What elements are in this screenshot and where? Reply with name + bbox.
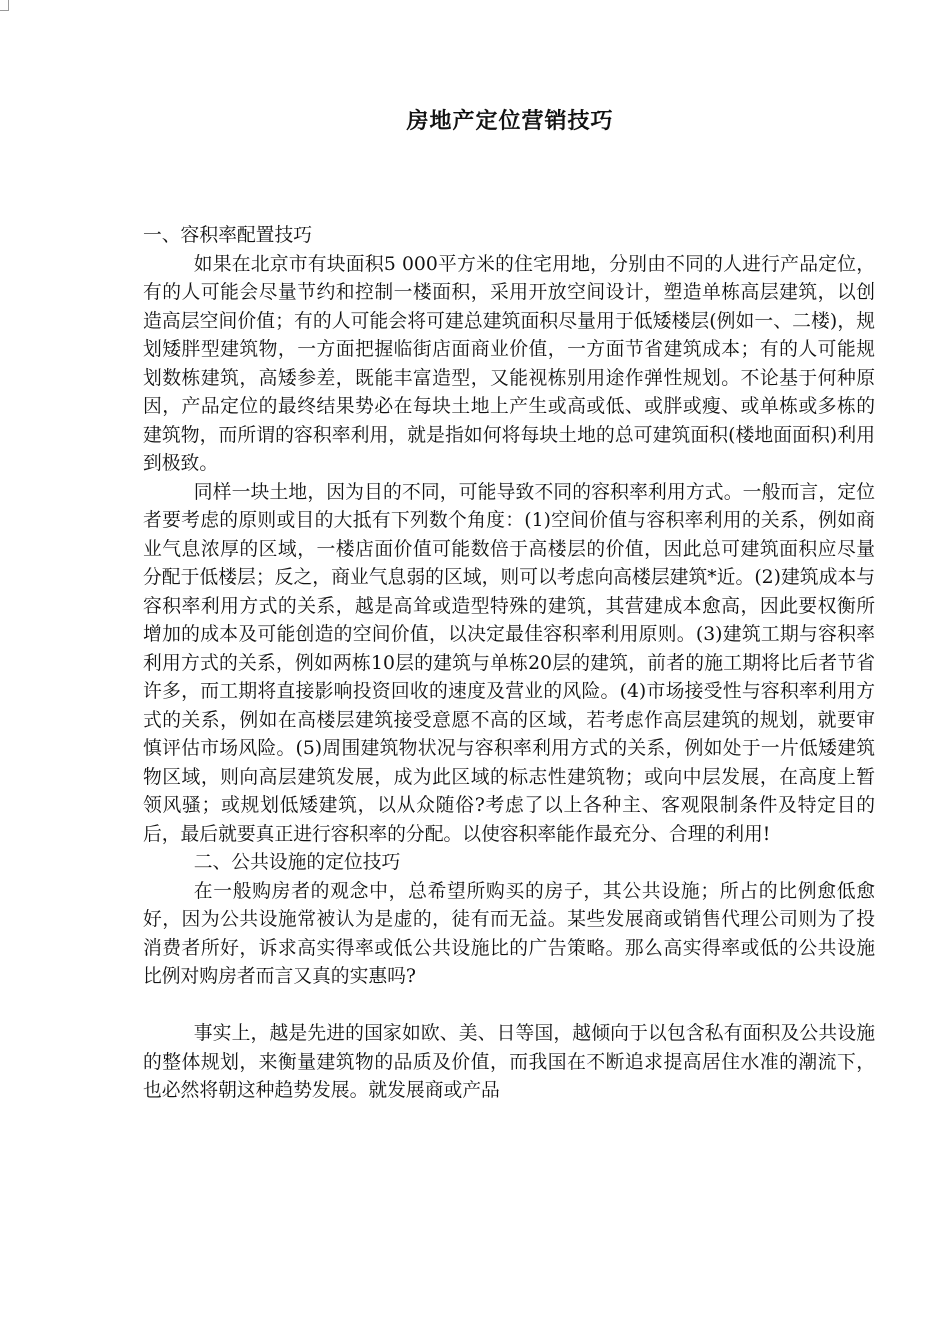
- section-heading-1: 一、容积率配置技巧: [143, 225, 313, 246]
- page-corner-mark: [0, 0, 9, 11]
- document-body: [143, 222, 875, 1106]
- paragraph-3: 在一般购房者的观念中，总希望所购买的房子，其公共设施；所占的比例愈低愈好，因为公共设施常被认为是虚的，徒有而无益。某些发展商或销售代理公司则为了投消费者所好，诉求高实得率或低公共设施比的广告策略。那么高实得率或低的公共设施比例对购房者而言又真的实惠吗?: [143, 880, 875, 987]
- document-title: 房地产定位营销技巧: [406, 108, 614, 134]
- paragraph-1: 如果在北京市有块面积5 000平方米的住宅用地，分别由不同的人进行产品定位，有的人可能会尽量节约和控制一楼面积，采用开放空间设计，塑造单栋高层建筑，以创造高层空间价值；有的人可能会将可建总建筑面积尽量用于低矮楼层(例如一、二楼)，规划矮胖型建筑物，一方面把握临街店面商业价值，一方面节省建筑成本；有的人可能规划数栋建筑，高矮参差，既能丰富造型，又能视栋别用途作弹性规划。不论基于何种原因，产品定位的最终结果势必在每块土地上产生或高或低、或胖或瘦、或单栋或多栋的建筑物，而所谓的容积率利用，就是指如何将每块土地的总可建筑面积(楼地面面积)利用到极致。: [143, 253, 875, 474]
- paragraph-gap: [143, 992, 875, 1021]
- paragraph-4: 事实上，越是先进的国家如欧、美、日等国，越倾向于以包含私有面积及公共设施的整体规划，来衡量建筑物的品质及价值，而我国在不断追求提高居住水准的潮流下，也必然将朝这种趋势发展。就发展商或产品: [143, 1023, 875, 1101]
- paragraph-2: 同样一块土地，因为目的不同，可能导致不同的容积率利用方式。一般而言，定位者要考虑的原则或目的大抵有下列数个角度：(1)空间价值与容积率利用的关系，例如商业气息浓厚的区域，一楼店面价值可能数倍于高楼层的价值，因此总可建筑面积应尽量分配于低楼层；反之，商业气息弱的区域，则可以考虑向高楼层建筑*近。(2)建筑成本与容积率利用方式的关系，越是高耸或造型特殊的建筑，其营建成本愈高，因此要权衡所增加的成本及可能创造的空间价值，以决定最佳容积率利用原则。(3)建筑工期与容积率利用方式的关系，例如两栋10层的建筑与单栋20层的建筑，前者的施工期将比后者节省许多，而工期将直接影响投资回收的速度及营业的风险。(4)市场接受性与容积率利用方式的关系，例如在高楼层建筑接受意愿不高的区域，若考虑作高层建筑的规划，就要审慎评估市场风险。(5)周围建筑物状况与容积率利用方式的关系，例如处于一片低矮建筑物区域，则向高层建筑发展，成为此区域的标志性建筑物；或向中层发展，在高度上暂领风骚；或规划低矮建筑，以从众随俗?考虑了以上各种主、客观限制条件及特定目的后，最后就要真正进行容积率的分配。以使容积率能作最充分、合理的利用!: [143, 481, 875, 845]
- section-heading-2: 二、公共设施的定位技巧: [193, 852, 401, 873]
